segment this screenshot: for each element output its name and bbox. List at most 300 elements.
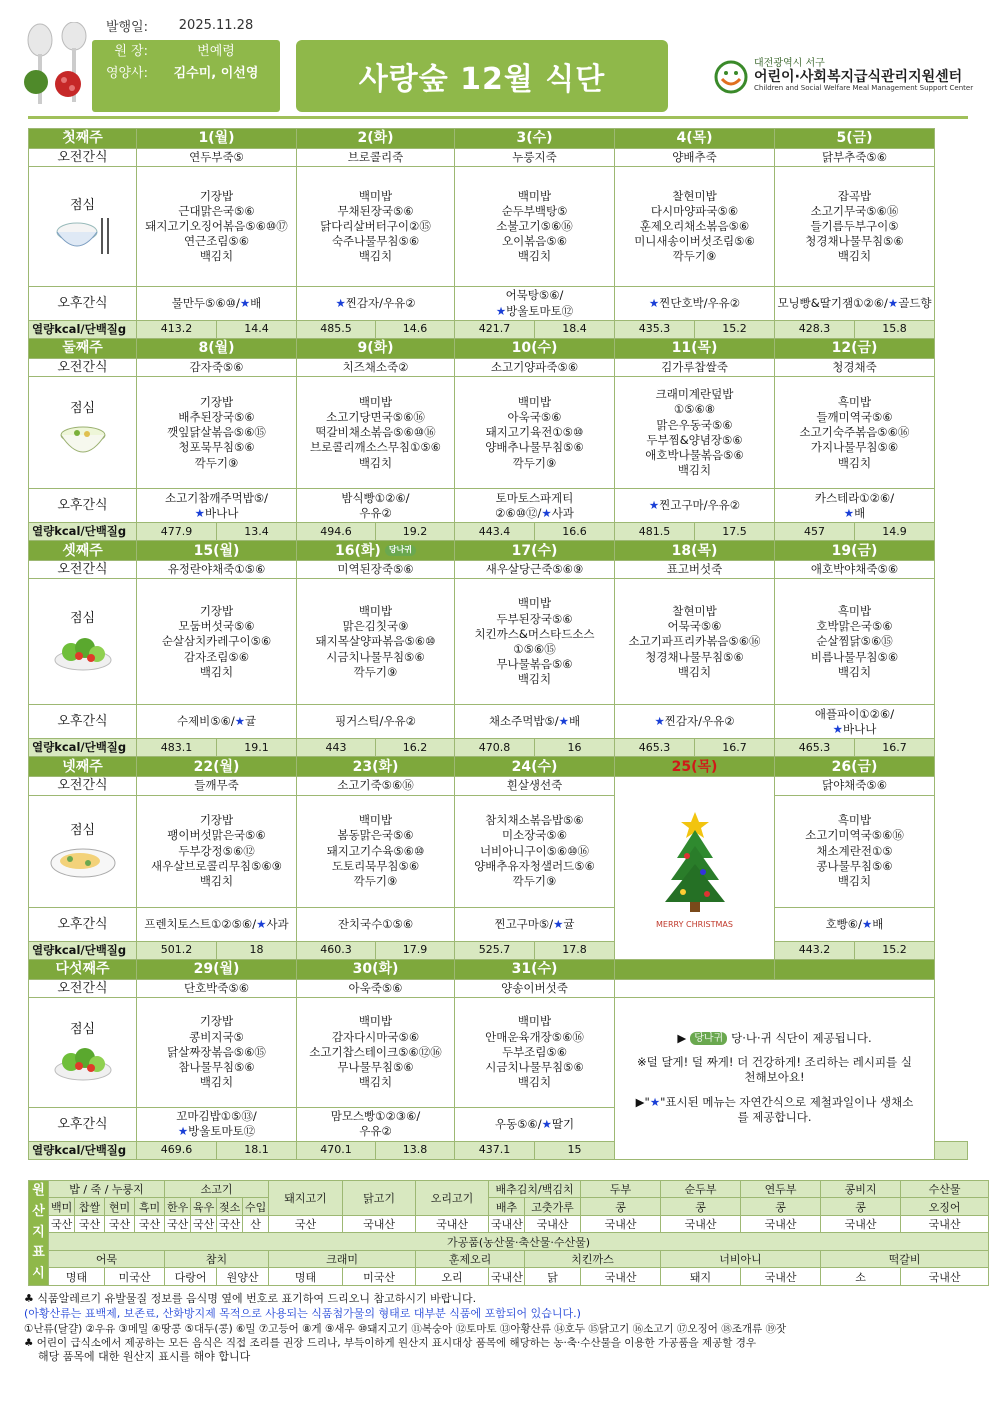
day-header — [137, 541, 297, 561]
afternoon-snack: ★찐고구마/우유② — [615, 489, 775, 523]
kcal-value: 421.7 — [455, 321, 535, 339]
day-header — [615, 339, 775, 359]
nutrition-row — [29, 739, 968, 757]
day-header — [455, 339, 615, 359]
day-date: 2(화) — [357, 130, 394, 147]
lunch-menu: 크래미계란덮밥 ①⑤⑥⑧ 맑은우동국⑤⑥ 두부찜&양념장⑤⑥ 애호박나물볶음⑤⑥ 백김치 — [615, 377, 775, 489]
origin-value: 국내산 — [901, 1215, 989, 1232]
afternoon-snack: 잔치국수①⑤⑥ — [297, 907, 455, 941]
kcal-value: 435.3 — [615, 321, 695, 339]
protein-value: 16 — [535, 739, 615, 757]
day-header — [455, 129, 615, 149]
kcal-value: 465.3 — [775, 739, 855, 757]
fresh-fruit-star-icon: ★ — [843, 505, 855, 520]
afternoon-snack: 맘모스빵①②③⑥/ 우유② — [297, 1107, 455, 1141]
origin-value: 국내산 — [525, 1215, 581, 1232]
day-header — [137, 757, 297, 777]
row-label: 오전간식 — [29, 359, 137, 377]
kcal-value: 469.6 — [137, 1141, 217, 1159]
origin-value: 국내산 — [741, 1215, 821, 1232]
afternoon-snack: 모닝빵&딸기잼①②⑥/★골드향 — [775, 287, 935, 321]
lunch-menu: 기장밥 콩비지국⑤ 닭살짜장볶음⑤⑥⑮ 참나물무침⑤⑥ 백김치 — [137, 997, 297, 1107]
protein-value: 17.5 — [695, 523, 775, 541]
lunch-menu: 백미밥 아욱국⑤⑥ 돼지고기육전①⑤⑩ 양배추나물무침⑤⑥ 깍두기⑨ — [455, 377, 615, 489]
empty-cell — [615, 979, 935, 997]
row-label: 오후간식 — [29, 1107, 137, 1141]
day-header — [455, 541, 615, 561]
origin-sub: 콩 — [821, 1198, 901, 1215]
morning-snack-row — [29, 359, 968, 377]
day-header — [297, 339, 455, 359]
fresh-fruit-star-icon: ★ — [234, 714, 246, 729]
protein-value: 19.2 — [376, 523, 455, 541]
lunch-menu: 흑미밥 들깨미역국⑤⑥ 소고기숙주볶음⑤⑥⑯ 가지나물무침⑤⑥ 백김치 — [775, 377, 935, 489]
protein-value: 15.8 — [855, 321, 935, 339]
spoon-bowls-illustration-icon — [18, 22, 98, 110]
row-label: 열량kcal/단백질g — [29, 941, 137, 959]
morning-snack: 새우살당근죽⑤⑥⑨ — [455, 561, 615, 579]
row-label: 오전간식 — [29, 777, 137, 795]
protein-value: 15.2 — [855, 941, 935, 959]
day-header — [775, 959, 935, 979]
fresh-fruit-star-icon: ★ — [541, 1116, 552, 1131]
afternoon-snack: 애플파이①②⑥/ ★바나나 — [775, 705, 935, 739]
protein-value: 18.1 — [217, 1141, 297, 1159]
day-date: 16(화) — [335, 542, 381, 559]
lunch-row — [29, 377, 968, 489]
lunch-menu: 흑미밥 호박맑은국⑤⑥ 순살찜닭⑤⑥⑮ 비름나물무침⑤⑥ 백김치 — [775, 579, 935, 705]
day-header — [297, 959, 455, 979]
day-header — [775, 339, 935, 359]
soup-bowl-icon — [55, 419, 111, 465]
day-header — [455, 959, 615, 979]
page-title: 사랑숲 12월 식단 — [358, 62, 606, 97]
day-date: 24(수) — [511, 758, 558, 775]
origin-side-label: 원 산 지 표 시 — [29, 1181, 49, 1286]
lunch-menu: 찰현미밥 어묵국⑤⑥ 소고기파프리카볶음⑤⑥⑯ 청경채나물무침⑤⑥ 백김치 — [615, 579, 775, 705]
org-name-en: Children and Social Welfare Meal Management Support Center — [754, 84, 974, 92]
week-header-row — [29, 959, 968, 979]
day-date: 18(목) — [671, 542, 718, 559]
origin-sub: 콩 — [661, 1198, 741, 1215]
afternoon-snack: 어묵탕⑤⑥/ ★방울토마토⑫ — [455, 287, 615, 321]
origin-value: 국산 — [269, 1215, 343, 1232]
kcal-value: 525.7 — [455, 941, 535, 959]
origin-group: 오리고기 — [416, 1181, 489, 1216]
origin-group: 닭고기 — [343, 1181, 416, 1216]
morning-snack: 브로콜리죽 — [297, 149, 455, 167]
morning-snack: 닭야채죽⑤⑥ — [775, 777, 935, 795]
morning-snack: 닭부추죽⑤⑥ — [775, 149, 935, 167]
origin-sub: 흑미 — [135, 1198, 165, 1215]
lunch-menu: 백미밥 맑은김칫국⑨ 돼지목살양파볶음⑤⑥⑩ 시금치나물무침⑤⑥ 깍두기⑨ — [297, 579, 455, 705]
protein-value: 14.4 — [217, 321, 297, 339]
protein-value: 15.2 — [695, 321, 775, 339]
issue-date: 2025.11.28 — [178, 17, 254, 33]
kcal-value: 483.1 — [137, 739, 217, 757]
week-header-row — [29, 129, 968, 149]
morning-snack: 아욱죽⑤⑥ — [297, 979, 455, 997]
kcal-value: 443.4 — [455, 523, 535, 541]
morning-snack: 소고기양파죽⑤⑥ — [455, 359, 615, 377]
fresh-fruit-star-icon: ★ — [177, 1124, 189, 1139]
nutritionist-row — [92, 60, 276, 82]
fresh-fruit-star-icon: ★ — [648, 296, 660, 311]
row-label: 오후간식 — [29, 489, 137, 523]
kcal-value: 470.8 — [455, 739, 535, 757]
lunch-menu: 기장밥 배추된장국⑤⑥ 깻잎닭살볶음⑤⑥⑮ 청포묵무침⑤⑥ 깍두기⑨ — [137, 377, 297, 489]
day-date: 9(화) — [357, 340, 394, 357]
header-divider — [28, 116, 968, 119]
origin-group: 순두부 — [661, 1181, 741, 1198]
lunch-menu: 기장밥 근대맑은국⑤⑥ 돼지고기오징어볶음⑤⑥⑩⑰ 연근조림⑤⑥ 백김치 — [137, 167, 297, 287]
morning-snack: 청경채죽 — [775, 359, 935, 377]
origin-sub: 현미 — [105, 1198, 135, 1215]
lunch-menu: 백미밥 안매운육개장⑤⑥⑯ 두부조림⑤⑥ 시금치나물무침⑤⑥ 백김치 — [455, 997, 615, 1107]
afternoon-snack-row — [29, 287, 968, 321]
lunch-menu: 백미밥 소고기당면국⑤⑥⑯ 떡갈비채소볶음⑤⑥⑩⑯ 브로콜리깨소스무침①⑤⑥ 백김치 — [297, 377, 455, 489]
lunch-label: 점심 — [69, 611, 96, 627]
row-label: 오후간식 — [29, 907, 137, 941]
nutritionist-label: 영양사: — [105, 65, 148, 81]
processed-source: 다랑어 — [165, 1268, 217, 1286]
protein-value: 16.2 — [376, 739, 455, 757]
origin-note: ♣ 어린이 급식소에서 제공하는 모든 음식은 직접 조리를 권장 드리나, 부득이하게 원산지 표시대상 품목에 해당하는 농·축·수산물을 이용한 가공품을 제공할 경우 — [24, 1336, 756, 1349]
morning-snack: 유정란야채죽①⑤⑥ — [137, 561, 297, 579]
origin-sub: 한우 — [165, 1198, 191, 1215]
plate-icon — [48, 841, 118, 881]
afternoon-snack: 찐고구마⑤/★귤 — [455, 907, 615, 941]
day-header — [615, 129, 775, 149]
protein-value: 19.1 — [217, 739, 297, 757]
nutritionist-name: 김수미, 이선영 — [173, 65, 259, 81]
protein-value: 15 — [535, 1141, 615, 1159]
rice-bowl-icon — [51, 216, 115, 256]
morning-snack: 양송이버섯죽 — [455, 979, 615, 997]
morning-snack: 누룽지죽 — [455, 149, 615, 167]
afternoon-snack-row — [29, 907, 968, 941]
afternoon-snack: 카스테라①②⑥/ ★배 — [775, 489, 935, 523]
afternoon-snack: 프렌치토스트①②⑤⑥/★사과 — [137, 907, 297, 941]
protein-value: 17.8 — [535, 941, 615, 959]
day-header — [615, 757, 775, 777]
fresh-fruit-star-icon: ★ — [553, 916, 564, 931]
fresh-fruit-star-icon: ★ — [887, 296, 899, 311]
kcal-value: 460.3 — [297, 941, 376, 959]
protein-value: 18 — [217, 941, 297, 959]
day-header — [775, 757, 935, 777]
day-date: 26(금) — [831, 758, 878, 775]
processed-origin: 미국산 — [343, 1268, 416, 1286]
afternoon-snack: 핑거스틱/우유② — [297, 705, 455, 739]
origin-table — [28, 1180, 989, 1286]
morning-snack-row — [29, 979, 968, 997]
day-date: 30(화) — [352, 960, 399, 977]
lunch-menu: 참치채소볶음밥⑤⑥ 미소장국⑤⑥ 너비아니구이⑤⑥⑩⑯ 양배추유자청샐러드⑤⑥ 깍두기⑨ — [455, 795, 615, 907]
kcal-value: 481.5 — [615, 523, 695, 541]
notice-panel — [615, 997, 935, 1159]
lunch-row — [29, 579, 968, 705]
protein-value: 17.9 — [376, 941, 455, 959]
kcal-value: 413.2 — [137, 321, 217, 339]
processed-item: 어묵 — [49, 1250, 165, 1267]
kcal-value: 470.1 — [297, 1141, 376, 1159]
morning-snack: 단호박죽⑤⑥ — [137, 979, 297, 997]
morning-snack-row — [29, 777, 968, 795]
morning-snack: 연두부죽⑤ — [137, 149, 297, 167]
day-date: 12(금) — [831, 340, 878, 357]
day-date: 17(수) — [511, 542, 558, 559]
origin-value: 국내산 — [343, 1215, 416, 1232]
day-date: 11(목) — [671, 340, 718, 357]
origin-value: 국산 — [105, 1215, 135, 1232]
processed-origin: 국내산 — [901, 1268, 989, 1286]
week-header-row — [29, 339, 968, 359]
lunch-label: 점심 — [69, 822, 96, 838]
afternoon-snack: 소고기참깨주먹밥⑤/ ★바나나 — [137, 489, 297, 523]
morning-snack: 치즈채소죽② — [297, 359, 455, 377]
row-label: 열량kcal/단백질g — [29, 739, 137, 757]
notice-line-3: ▶"★"표시된 메뉴는 자연간식으로 제철과일이나 생채소를 제공합니다. — [635, 1094, 914, 1125]
morning-snack: 애호박야채죽⑤⑥ — [775, 561, 935, 579]
origin-group: 소고기 — [165, 1181, 269, 1198]
origin-group: 밥 / 죽 / 누룽지 — [49, 1181, 165, 1198]
processed-source: 명태 — [269, 1268, 343, 1286]
day-date: 3(수) — [516, 130, 553, 147]
dangnagwi-badge: 당나귀 — [385, 545, 416, 556]
afternoon-snack: 호빵⑥/★배 — [775, 907, 935, 941]
lunch-menu: 기장밥 팽이버섯맑은국⑤⑥ 두부강정⑤⑥⑫ 새우살브로콜리무침⑤⑥⑨ 백김치 — [137, 795, 297, 907]
morning-snack: 들깨무죽 — [137, 777, 297, 795]
processed-source: 돼지 — [661, 1268, 741, 1286]
fresh-fruit-star-icon: ★ — [861, 916, 873, 931]
week-name: 첫째주 — [29, 129, 137, 149]
empty-cell — [935, 1141, 968, 1159]
week-header-row — [29, 757, 968, 777]
fresh-fruit-star-icon: ★ — [239, 296, 251, 311]
morning-snack: 표고버섯죽 — [615, 561, 775, 579]
origin-sub: 찹쌀 — [75, 1198, 105, 1215]
day-header — [615, 541, 775, 561]
org-name: 어린이·사회복지급식관리지원센터 — [754, 69, 963, 85]
processed-item: 너비아니 — [661, 1250, 821, 1267]
processed-origin: 국내산 — [489, 1268, 525, 1286]
fresh-fruit-star-icon: ★ — [654, 714, 665, 729]
week-name: 둘째주 — [29, 339, 137, 359]
row-label: 열량kcal/단백질g — [29, 1141, 137, 1159]
origin-sub: 육우 — [191, 1198, 217, 1215]
processed-source: 명태 — [49, 1268, 105, 1286]
origin-group: 콩비지 — [821, 1181, 901, 1198]
holiday-cell — [615, 777, 775, 959]
salad-icon — [51, 1040, 115, 1084]
row-label — [29, 997, 137, 1107]
lunch-menu: 잡곡밥 소고기무국⑤⑥⑯ 들기름두부구이⑤ 청경채나물무침⑤⑥ 백김치 — [775, 167, 935, 287]
origin-group: 수산물 — [901, 1181, 989, 1198]
row-label — [29, 167, 137, 287]
lunch-label: 점심 — [69, 1021, 96, 1037]
origin-value: 국산 — [49, 1215, 75, 1232]
day-header — [297, 757, 455, 777]
fresh-fruit-star-icon: ★ — [495, 303, 507, 318]
origin-sub: 젖소 — [217, 1198, 243, 1215]
day-header — [775, 541, 935, 561]
day-header — [455, 757, 615, 777]
lunch-menu: 찰현미밥 다시마양파국⑤⑥ 훈제오리채소볶음⑤⑥ 미니새송이버섯조림⑤⑥ 깍두기⑨ — [615, 167, 775, 287]
lunch-row — [29, 795, 968, 907]
nutrition-row — [29, 523, 968, 541]
center-logo-icon — [714, 60, 748, 94]
fresh-fruit-star-icon: ★ — [194, 505, 205, 520]
issue-row — [92, 14, 276, 36]
origin-value: 국산 — [191, 1215, 217, 1232]
protein-value: 14.9 — [855, 523, 935, 541]
notice-line-2: ※덜 달게! 덜 짜게! 더 건강하게! 조리하는 레시피를 실천해보아요! — [637, 1054, 912, 1084]
processed-label: 가공품(농산물·축산물·수산물) — [49, 1233, 989, 1250]
fresh-fruit-star-icon: ★ — [649, 1094, 661, 1109]
title-box — [296, 40, 668, 112]
afternoon-snack: ★찐단호박/우유② — [615, 287, 775, 321]
meal-plan-table — [28, 128, 968, 1160]
origin-sub: 오징어 — [901, 1198, 989, 1215]
origin-sub: 콩 — [741, 1198, 821, 1215]
origin-value: 국내산 — [416, 1215, 489, 1232]
lunch-menu: 흑미밥 소고기미역국⑤⑥⑯ 채소계란전①⑤ 콩나물무침⑤⑥ 백김치 — [775, 795, 935, 907]
nutrition-row — [29, 941, 968, 959]
row-label: 오후간식 — [29, 287, 137, 321]
director-name: 변예령 — [197, 43, 235, 59]
kcal-value: 465.3 — [615, 739, 695, 757]
fresh-fruit-star-icon: ★ — [256, 916, 267, 931]
day-date: 8(월) — [198, 340, 235, 357]
row-label: 오전간식 — [29, 979, 137, 997]
kcal-value: 477.9 — [137, 523, 217, 541]
origin-sub: 배추 — [489, 1198, 525, 1215]
protein-value: 16.7 — [855, 739, 935, 757]
kcal-value: 494.6 — [297, 523, 376, 541]
allergy-note: ♣ 식품알레르기 유발물질 정보를 음식명 옆에 번호로 표기하여 드리오니 참고하시기 바랍니다. — [24, 1292, 477, 1305]
day-date: 4(목) — [676, 130, 713, 147]
kcal-value: 443.2 — [775, 941, 855, 959]
header — [0, 0, 992, 118]
morning-snack-row — [29, 149, 968, 167]
director-label: 원 장: — [114, 43, 148, 59]
protein-value: 14.6 — [376, 321, 455, 339]
afternoon-snack: ★찐감자/우유② — [297, 287, 455, 321]
origin-note-2: 해당 품목에 대한 원산지 표시를 해야 합니다 — [38, 1350, 251, 1364]
morning-snack: 미역된장죽⑤⑥ — [297, 561, 455, 579]
fresh-fruit-star-icon: ★ — [648, 498, 660, 513]
kcal-value: 501.2 — [137, 941, 217, 959]
kcal-value: 485.5 — [297, 321, 376, 339]
day-date: 31(수) — [511, 960, 558, 977]
lunch-menu: 백미밥 순두부백탕⑤ 소불고기⑤⑥⑯ 오이볶음⑤⑥ 백김치 — [455, 167, 615, 287]
nutrition-row — [29, 321, 968, 339]
row-label: 오전간식 — [29, 149, 137, 167]
day-header — [137, 959, 297, 979]
origin-value: 국산 — [75, 1215, 105, 1232]
notice-main: 당·나·귀 식단이 제공됩니다. — [731, 1031, 872, 1046]
morning-snack: 소고기죽⑤⑥⑯ — [297, 777, 455, 795]
origin-value: 국산 — [165, 1215, 191, 1232]
processed-item: 치킨까스 — [525, 1250, 661, 1267]
fresh-fruit-star-icon: ★ — [558, 714, 569, 729]
origin-sub: 콩 — [581, 1198, 661, 1215]
week-name: 넷째주 — [29, 757, 137, 777]
row-label: 오후간식 — [29, 705, 137, 739]
fresh-fruit-star-icon: ★ — [832, 721, 843, 736]
processed-origin: 국내산 — [741, 1268, 821, 1286]
kcal-value: 437.1 — [455, 1141, 535, 1159]
fresh-fruit-star-icon: ★ — [541, 505, 552, 520]
origin-value: 국내산 — [581, 1215, 661, 1232]
morning-snack: 김가루찹쌀죽 — [615, 359, 775, 377]
lunch-label: 점심 — [69, 401, 96, 417]
morning-snack: 흰살생선죽 — [455, 777, 615, 795]
kcal-value: 443 — [297, 739, 376, 757]
sulfite-note: (아황산류는 표백제, 보존료, 산화방지제 목적으로 사용되는 식품첨가물의 형태로 대부분 식품에 포함되어 있습니다.) — [24, 1306, 581, 1320]
processed-source: 오리 — [416, 1268, 489, 1286]
morning-snack: 양배추죽 — [615, 149, 775, 167]
morning-snack: 감자죽⑤⑥ — [137, 359, 297, 377]
week-header-row — [29, 541, 968, 561]
day-date: 15(월) — [193, 542, 240, 559]
day-header — [615, 959, 775, 979]
issue-label: 발행일: — [105, 19, 148, 35]
protein-value: 16.6 — [535, 523, 615, 541]
day-date: 1(월) — [198, 130, 235, 147]
org-block — [690, 48, 980, 104]
lunch-menu: 백미밥 무채된장국⑤⑥ 닭다리살버터구이②⑮ 숙주나물무침⑤⑥ 백김치 — [297, 167, 455, 287]
origin-value: 국산 — [135, 1215, 165, 1232]
lunch-row — [29, 997, 968, 1107]
day-header — [297, 129, 455, 149]
allergy-legend: ①난류(달걀) ②우유 ③메밀 ④땅콩 ⑤대두(콩) ⑥밀 ⑦고등어 ⑧게 ⑨새우 ⑩돼지고기 ⑪복숭아 ⑫토마토 ⑬아황산류 ⑭호두 ⑮닭고기 ⑯소고기 ⑰오징어 ⑱조개류 ⑲잣 — [24, 1322, 787, 1335]
day-header — [137, 129, 297, 149]
origin-group: 두부 — [581, 1181, 661, 1198]
lunch-label: 점심 — [69, 198, 96, 214]
processed-origin: 미국산 — [105, 1268, 165, 1286]
processed-item: 훈제오리 — [416, 1250, 525, 1267]
processed-origin: 원양산 — [217, 1268, 269, 1286]
row-label — [29, 795, 137, 907]
day-date: 19(금) — [831, 542, 878, 559]
kcal-value: 457 — [775, 523, 855, 541]
afternoon-snack: 채소주먹밥⑤/★배 — [455, 705, 615, 739]
afternoon-snack: 꼬마김밥①⑤⑬/ ★방울토마토⑫ — [137, 1107, 297, 1141]
processed-item: 참치 — [165, 1250, 269, 1267]
salad-icon — [51, 630, 115, 674]
lunch-menu: 백미밥 봄동맑은국⑤⑥ 돼지고기수육⑤⑥⑩ 도토리묵무침⑤⑥ 깍두기⑨ — [297, 795, 455, 907]
origin-value: 국내산 — [489, 1215, 525, 1232]
protein-value: 18.4 — [535, 321, 615, 339]
lunch-menu: 백미밥 두부된장국⑤⑥ 치킨까스&머스타드소스①⑤⑥⑮ 무나물볶음⑤⑥ 백김치 — [455, 579, 615, 705]
afternoon-snack: ★찐감자/우유② — [615, 705, 775, 739]
origin-group: 배추김치/백김치 — [489, 1181, 581, 1198]
origin-sub: 백미 — [49, 1198, 75, 1215]
day-date: 22(월) — [193, 758, 240, 775]
day-header — [297, 541, 455, 561]
holiday-greeting: MERRY CHRISTMAS — [656, 919, 733, 929]
fresh-fruit-star-icon: ★ — [335, 296, 346, 311]
notice-line-1 — [635, 1031, 914, 1046]
processed-item: 떡갈비 — [821, 1250, 989, 1267]
origin-group: 돼지고기 — [269, 1181, 343, 1216]
org-region: 대전광역시 서구 — [754, 58, 825, 69]
afternoon-snack: 우동⑤⑥/★딸기 — [455, 1107, 615, 1141]
director-row — [92, 38, 276, 60]
day-header — [775, 129, 935, 149]
